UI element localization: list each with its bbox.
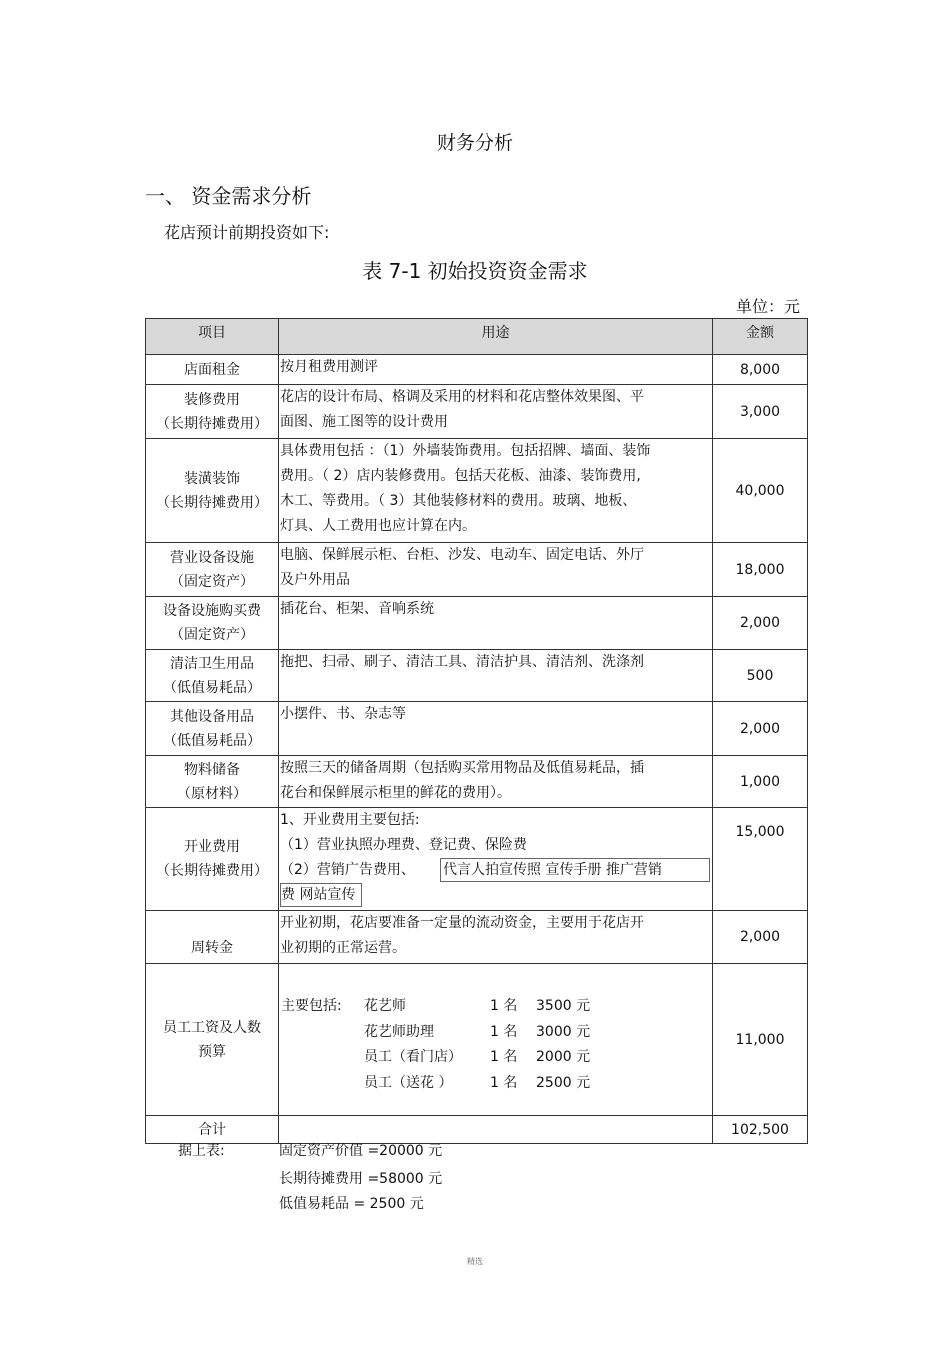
cell-use <box>279 385 713 439</box>
cell-use <box>279 702 713 756</box>
item-text: 装潢装饰 <box>184 470 240 487</box>
notes-label: 据上表: <box>178 1143 225 1159</box>
item-text: 预算 <box>198 1043 226 1060</box>
cell-item <box>146 702 279 756</box>
staff-count: 1 名 <box>490 998 518 1014</box>
use-text: 拖把、扫帚、刷子、清洁工具、清洁护具、清洁剂、洗涤剂 <box>280 654 644 670</box>
intro-text: 花店预计前期投资如下: <box>164 223 330 242</box>
cell-amount: 1,000 <box>713 756 808 808</box>
item-text: 物料储备 <box>184 761 240 778</box>
item-text: （长期待摊费用） <box>156 494 268 511</box>
investment-table <box>145 318 808 1144</box>
table-row <box>146 650 808 702</box>
cell-use <box>279 964 713 1116</box>
cell-item <box>146 808 279 911</box>
cell-use <box>279 650 713 702</box>
staff-role: 花艺师助理 <box>364 1023 434 1040</box>
item-text: （长期待摊费用） <box>156 415 268 432</box>
note-fixed-assets: 固定资产价值 =20000 元 <box>279 1143 443 1159</box>
cell-item <box>146 385 279 439</box>
staff-role: 员工（看门店） <box>364 1049 462 1065</box>
item-text: 开业费用 <box>184 839 240 855</box>
note-long-term: 长期待摊费用 =58000 元 <box>279 1171 443 1187</box>
use-text: 花台和保鲜展示柜里的鲜花的费用）。 <box>280 785 511 801</box>
cell-item <box>146 439 279 543</box>
cell-amount: 102,500 <box>713 1116 808 1144</box>
cell-item <box>146 964 279 1116</box>
table-caption: 表 7-1 初始投资资金需求 <box>362 259 588 283</box>
cell-item <box>146 355 279 385</box>
cell-amount: 15,000 <box>713 808 808 911</box>
footer-mark: 精选 <box>467 1257 483 1266</box>
cell-amount: 2,000 <box>713 702 808 756</box>
table-row <box>146 756 808 808</box>
item-text: （低值易耗品） <box>163 732 261 749</box>
use-text: 业初期的正常运营。 <box>280 940 406 956</box>
table-row <box>146 702 808 756</box>
staff-salary: 3000 元 <box>536 1023 591 1040</box>
cell-use <box>279 808 713 911</box>
item-text: 营业设备设施 <box>170 549 254 566</box>
header-amount: 金额 <box>713 319 808 355</box>
table-row <box>146 1116 808 1144</box>
use-text: 及户外用品 <box>280 572 350 588</box>
cell-amount: 11,000 <box>713 964 808 1116</box>
cell-use <box>279 439 713 543</box>
table-header-row <box>146 319 808 355</box>
use-text: 1、开业费用主要包括: <box>280 812 420 828</box>
staff-role: 花艺师 <box>364 998 406 1014</box>
cell-use <box>279 543 713 597</box>
cell-use <box>279 355 713 385</box>
use-text: 开业初期，花店要准备一定量的流动资金，主要用于花店开 <box>280 915 644 931</box>
use-text: 小摆件、书、杂志等 <box>280 706 406 722</box>
item-text: （低值易耗品） <box>163 679 261 696</box>
staff-prefix: 主要包括: <box>281 998 342 1014</box>
table-row <box>146 597 808 650</box>
cell-item <box>146 650 279 702</box>
use-text: 电脑、保鲜展示柜、台柜、沙发、电动车、固定电话、外厅 <box>280 547 644 563</box>
header-use: 用途 <box>279 319 713 355</box>
cell-amount: 500 <box>713 650 808 702</box>
table-row <box>146 808 808 911</box>
staff-count: 1 名 <box>490 1049 518 1065</box>
table-row <box>146 964 808 1116</box>
staff-list <box>280 964 712 1114</box>
cell-amount: 2,000 <box>713 911 808 964</box>
cell-use <box>279 756 713 808</box>
item-text: 装修费用 <box>184 391 240 408</box>
cell-amount: 3,000 <box>713 385 808 439</box>
use-text: 按月租费用测评 <box>280 359 378 375</box>
document-title: 财务分析 <box>436 132 513 154</box>
staff-salary: 2500 元 <box>536 1074 591 1091</box>
cell-amount: 40,000 <box>713 439 808 543</box>
cell-amount: 18,000 <box>713 543 808 597</box>
item-text: （长期待摊费用） <box>156 863 268 879</box>
cell-item <box>146 756 279 808</box>
table-row <box>146 911 808 964</box>
use-text: 费 网站宣传 <box>280 883 362 907</box>
use-text: （2）营销广告费用、 <box>280 862 415 878</box>
cell-amount: 2,000 <box>713 597 808 650</box>
use-text: 具体费用包括 ：（1）外墙装饰费用。包括招牌、墙面、装饰 <box>280 443 651 459</box>
header-item: 项目 <box>146 319 279 355</box>
cell-use <box>279 911 713 964</box>
table-row <box>146 355 808 385</box>
use-text: 代言人拍宣传照 宣传手册 推广营销 <box>440 858 710 882</box>
cell-use <box>279 597 713 650</box>
item-text: 清洁卫生用品 <box>170 655 254 672</box>
table-row <box>146 439 808 543</box>
cell-amount: 8,000 <box>713 355 808 385</box>
use-text: （1）营业执照办理费、登记费、保险费 <box>280 837 527 853</box>
use-text: 费用。（ 2）店内装修费用。包括天花板、油漆、装饰费用, <box>280 468 641 484</box>
item-text: 周转金 <box>191 940 233 956</box>
staff-role: 员工（送花 ） <box>364 1074 453 1091</box>
cell-item <box>146 911 279 964</box>
cell-item <box>146 543 279 597</box>
item-text: 其他设备用品 <box>170 708 254 725</box>
staff-count: 1 名 <box>490 1023 518 1040</box>
note-low-value: 低值易耗品 = 2500 元 <box>279 1196 424 1212</box>
staff-salary: 2000 元 <box>536 1049 591 1065</box>
use-text: 木工、等费用。（ 3）其他装修材料的费用。玻璃、地板、 <box>280 493 637 509</box>
use-text: 灯具、人工费用也应计算在内。 <box>280 518 476 534</box>
cell-item <box>146 597 279 650</box>
unit-label: 单位：元 <box>735 297 800 316</box>
item-text: 设备设施购买费 <box>163 603 261 619</box>
item-text: （原材料） <box>177 785 247 802</box>
section-heading: 一、 资金需求分析 <box>145 184 312 208</box>
staff-count: 1 名 <box>490 1074 518 1091</box>
table-row <box>146 385 808 439</box>
use-text: 按照三天的储备周期（包括购买常用物品及低值易耗品，插 <box>280 760 644 776</box>
item-text: （固定资产） <box>170 627 254 643</box>
item-text: 店面租金 <box>184 361 240 378</box>
item-text: 合计 <box>198 1121 226 1138</box>
table-row <box>146 543 808 597</box>
staff-salary: 3500 元 <box>536 998 591 1014</box>
use-text: 花店的设计布局、格调及采用的材料和花店整体效果图、平 <box>280 389 644 405</box>
item-text: （固定资产） <box>170 573 254 590</box>
item-text: 员工工资及人数 <box>163 1019 261 1036</box>
use-text: 插花台、柜架、音响系统 <box>280 601 434 617</box>
use-text: 面图、施工图等的设计费用 <box>280 414 448 430</box>
